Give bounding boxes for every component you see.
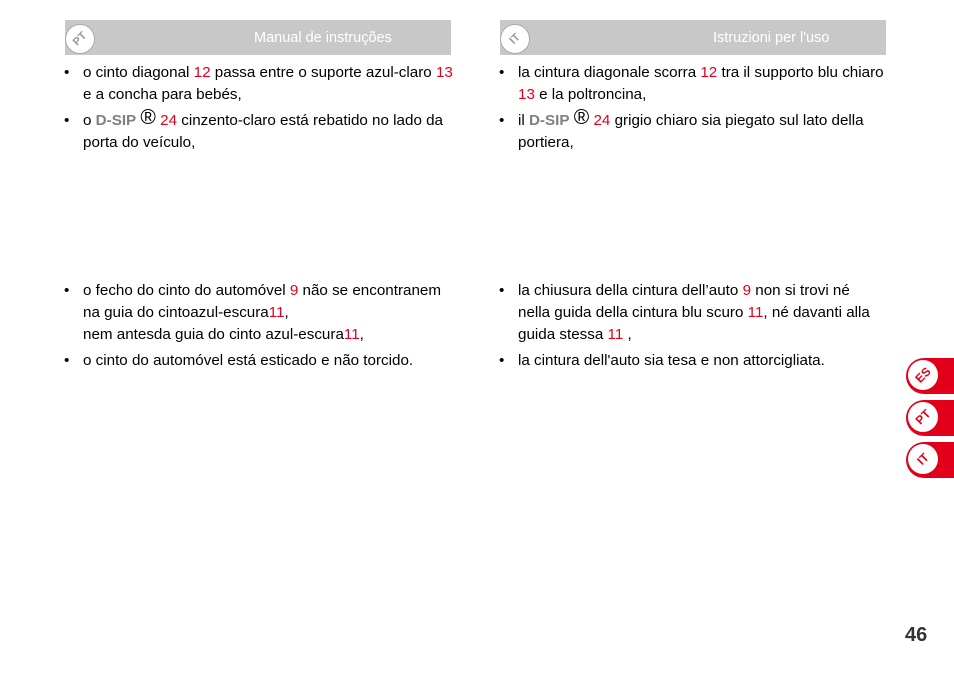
tab-pt-label: PT — [902, 396, 944, 438]
list-item: • o cinto do automóvel está esticado e não torcido. — [64, 350, 459, 372]
header-bar-pt — [65, 20, 451, 55]
list-item: • la chiusura della cintura dell’auto 9 non si trovi né nella guida della cintura blu scuro 11, né davanti alla guida stessa 11 , — [499, 280, 884, 346]
language-badge-it: IT — [494, 18, 536, 60]
list-item: • la cintura diagonale scorra 12 tra il supporto blu chiaro 13 e la poltroncina, — [499, 62, 884, 106]
tab-pt[interactable] — [906, 400, 954, 436]
pt-bullets-top — [64, 62, 454, 158]
pt-bullets-bottom — [64, 280, 459, 376]
list-item: • o D-SIP ® 24 cinzento-claro está rebatido no lado da porta do veículo, — [64, 110, 454, 154]
it-bullets-bottom — [499, 280, 884, 376]
page-number: 46 — [905, 624, 928, 646]
list-item: • la cintura dell'auto sia tesa e non attorcigliata. — [499, 350, 884, 372]
language-badge-pt: PT — [59, 18, 101, 60]
tab-es-label: ES — [902, 354, 944, 396]
header-bar-it — [500, 20, 886, 55]
header-title-it: Istruzioni per l'uso — [713, 30, 830, 46]
list-item: • il D-SIP ® 24 grigio chiaro sia piegato sul lato della portiera, — [499, 110, 884, 154]
it-bullets-top — [499, 62, 884, 158]
list-item: • o cinto diagonal 12 passa entre o suporte azul-claro 13 e a concha para bebés, — [64, 62, 454, 106]
tab-it[interactable] — [906, 442, 954, 478]
header-title-pt: Manual de instruções — [254, 30, 392, 46]
list-item: • o fecho do cinto do automóvel 9 não se encontranem na guia do cintoazul-escura11, nem antesda guia do cinto azul-escura11, — [64, 280, 459, 346]
tab-es[interactable] — [906, 358, 954, 394]
tab-it-label: IT — [902, 438, 944, 480]
